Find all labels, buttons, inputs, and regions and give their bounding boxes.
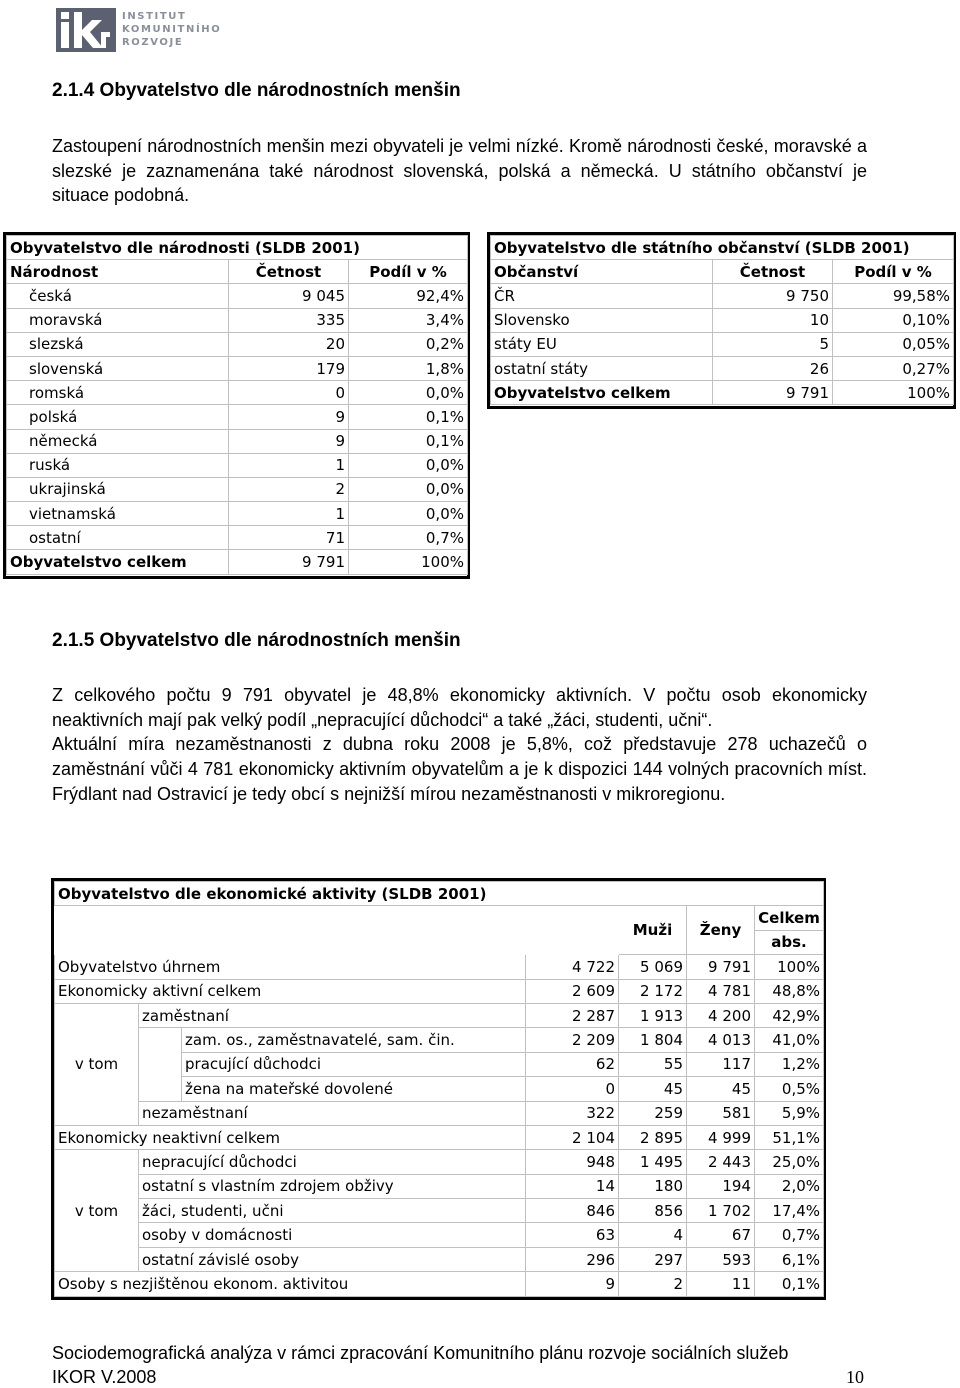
table-row bbox=[55, 1272, 824, 1296]
table-row bbox=[7, 308, 468, 332]
table-row bbox=[7, 405, 468, 429]
value-cell: 1 702 bbox=[687, 1199, 755, 1223]
value-cell: 846 bbox=[526, 1199, 619, 1223]
row-label: státy EU bbox=[491, 332, 713, 356]
value-cell: 14 bbox=[526, 1174, 619, 1198]
row-label: osoby v domácnosti bbox=[139, 1223, 526, 1247]
value-cell: 2 443 bbox=[687, 1150, 755, 1174]
share-cell: 1,8% bbox=[349, 356, 468, 380]
empty-header-cell bbox=[55, 906, 619, 955]
logo-line-3: ROZVOJE bbox=[122, 37, 184, 48]
share-cell: 0,27% bbox=[833, 356, 954, 380]
header-row-1 bbox=[55, 906, 824, 930]
row-label: polská bbox=[7, 405, 229, 429]
count-cell: 26 bbox=[713, 356, 833, 380]
count-cell: 2 bbox=[229, 477, 349, 501]
paragraph-1: Z celkového počtu 9 791 obyvatel je 48,8% ekonomicky aktivních. V počtu osob ekonomicky neaktivních mají pak velký podíl „nepracující důchodci“ a také „žáci, studenti, učni“. bbox=[52, 685, 867, 730]
count-cell: 71 bbox=[229, 526, 349, 550]
header-row bbox=[491, 260, 954, 284]
column-header: Podíl v % bbox=[349, 260, 468, 284]
row-label: ukrajinská bbox=[7, 477, 229, 501]
table-row bbox=[491, 308, 954, 332]
value-cell: 1 495 bbox=[619, 1150, 687, 1174]
value-cell: 9 bbox=[526, 1272, 619, 1296]
table-row bbox=[55, 955, 824, 979]
share-cell: 0,7% bbox=[349, 526, 468, 550]
section-214-text bbox=[52, 134, 867, 208]
share-cell: 0,0% bbox=[349, 381, 468, 405]
value-cell: 6,1% bbox=[755, 1247, 824, 1271]
total-label: Obyvatelstvo celkem bbox=[7, 550, 229, 574]
share-cell: 0,2% bbox=[349, 332, 468, 356]
logo-line-2: KOMUNITNÍHO bbox=[122, 24, 222, 35]
table-row bbox=[491, 356, 954, 380]
row-label: romská bbox=[7, 381, 229, 405]
header-muzi: Muži bbox=[619, 906, 687, 955]
paragraph: Zastoupení národnostních menšin mezi obyvateli je velmi nízké. Kromě národnosti české, moravské a slezské je zaznamenána také národnost slovenská, polská a německá. U státního občanství je situace podobná. bbox=[52, 136, 867, 206]
share-cell: 0,10% bbox=[833, 308, 954, 332]
count-cell: 9 bbox=[229, 429, 349, 453]
table-title: Obyvatelstvo dle ekonomické aktivity (SLDB 2001) bbox=[55, 882, 824, 906]
table-row bbox=[55, 1199, 824, 1223]
value-cell: 5 069 bbox=[619, 955, 687, 979]
row-label: vietnamská bbox=[7, 502, 229, 526]
value-cell: 259 bbox=[619, 1101, 687, 1125]
value-cell: 2 609 bbox=[526, 979, 619, 1003]
total-count: 9 791 bbox=[229, 550, 349, 574]
ikr-logo-icon bbox=[56, 8, 116, 52]
share-cell: 99,58% bbox=[833, 284, 954, 308]
column-header: Četnost bbox=[713, 260, 833, 284]
value-cell: 297 bbox=[619, 1247, 687, 1271]
table-row bbox=[7, 332, 468, 356]
value-cell: 0,7% bbox=[755, 1223, 824, 1247]
table-title: Obyvatelstvo dle národnosti (SLDB 2001) bbox=[7, 236, 468, 260]
row-label: Ekonomicky neaktivní celkem bbox=[55, 1125, 526, 1149]
value-cell: 67 bbox=[687, 1223, 755, 1247]
count-cell: 335 bbox=[229, 308, 349, 332]
table-row bbox=[55, 1125, 824, 1149]
count-cell: 1 bbox=[229, 502, 349, 526]
title-row bbox=[491, 236, 954, 260]
row-label: německá bbox=[7, 429, 229, 453]
footer-line-2: IKOR V.2008 bbox=[52, 1367, 157, 1387]
row-label: Osoby s nezjištěnou ekonom. aktivitou bbox=[55, 1272, 526, 1296]
header-zeny: Ženy bbox=[687, 906, 755, 955]
paragraph-2: Aktuální míra nezaměstnanosti z dubna roku 2008 je 5,8%, což představuje 278 uchazečů o zaměstnání vůči 4 781 ekonomicky aktivním obyvatelům a je k dispozici 144 volných pracovních míst. Frýdlant nad Ostravicí je tedy obcí s nejnižší mírou nezaměstnanosti v mikroregionu. bbox=[52, 734, 867, 804]
value-cell: 1 913 bbox=[619, 1003, 687, 1027]
page-number: 10 bbox=[846, 1367, 864, 1387]
share-cell: 0,1% bbox=[349, 429, 468, 453]
value-cell: 4 200 bbox=[687, 1003, 755, 1027]
value-cell: 25,0% bbox=[755, 1150, 824, 1174]
table-row bbox=[7, 477, 468, 501]
section-heading-215: 2.1.5 Obyvatelstvo dle národnostních menšin bbox=[52, 630, 461, 651]
row-label: ostatní s vlastním zdrojem obživy bbox=[139, 1174, 526, 1198]
value-cell: 296 bbox=[526, 1247, 619, 1271]
total-share: 100% bbox=[349, 550, 468, 574]
value-cell: 11 bbox=[687, 1272, 755, 1296]
table-row bbox=[7, 429, 468, 453]
row-label: zaměstnaní bbox=[139, 1003, 526, 1027]
share-cell: 3,4% bbox=[349, 308, 468, 332]
row-label: slovenská bbox=[7, 356, 229, 380]
value-cell: 41,0% bbox=[755, 1028, 824, 1052]
value-cell: 45 bbox=[687, 1077, 755, 1101]
table-row bbox=[55, 1174, 824, 1198]
share-cell: 0,0% bbox=[349, 477, 468, 501]
total-share: 100% bbox=[833, 381, 954, 405]
table-row bbox=[55, 1101, 824, 1125]
value-cell: 2 104 bbox=[526, 1125, 619, 1149]
value-cell: 48,8% bbox=[755, 979, 824, 1003]
row-label: nezaměstnaní bbox=[139, 1101, 526, 1125]
total-count: 9 791 bbox=[713, 381, 833, 405]
share-cell: 0,0% bbox=[349, 453, 468, 477]
value-cell: 194 bbox=[687, 1174, 755, 1198]
title-row bbox=[7, 236, 468, 260]
value-cell: 2 172 bbox=[619, 979, 687, 1003]
share-cell: 92,4% bbox=[349, 284, 468, 308]
logo-line-1: INSTITUT bbox=[122, 11, 187, 22]
value-cell: 17,4% bbox=[755, 1199, 824, 1223]
value-cell: 2 287 bbox=[526, 1003, 619, 1027]
table-row bbox=[7, 526, 468, 550]
row-label: zam. os., zaměstnavatelé, sam. čin. bbox=[182, 1028, 526, 1052]
value-cell: 9 791 bbox=[687, 955, 755, 979]
column-header: Četnost bbox=[229, 260, 349, 284]
value-cell: 1 804 bbox=[619, 1028, 687, 1052]
value-cell: 1,2% bbox=[755, 1052, 824, 1076]
value-cell: 180 bbox=[619, 1174, 687, 1198]
header-celkem: Celkem bbox=[755, 906, 824, 930]
share-cell: 0,05% bbox=[833, 332, 954, 356]
count-cell: 9 045 bbox=[229, 284, 349, 308]
header-row bbox=[7, 260, 468, 284]
table-row bbox=[55, 1028, 824, 1052]
table-citizenship bbox=[490, 235, 954, 405]
value-cell: 0,1% bbox=[755, 1272, 824, 1296]
count-cell: 1 bbox=[229, 453, 349, 477]
value-cell: 4 999 bbox=[687, 1125, 755, 1149]
value-cell: 581 bbox=[687, 1101, 755, 1125]
row-label: ostatní státy bbox=[491, 356, 713, 380]
row-label: Obyvatelstvo úhrnem bbox=[55, 955, 526, 979]
spacer-cell bbox=[139, 1028, 182, 1101]
table-nationality bbox=[6, 235, 468, 575]
table-row bbox=[55, 979, 824, 1003]
value-cell: 63 bbox=[526, 1223, 619, 1247]
value-cell: 5,9% bbox=[755, 1101, 824, 1125]
table-economic-activity bbox=[54, 881, 824, 1297]
column-header: Národnost bbox=[7, 260, 229, 284]
value-cell: 4 013 bbox=[687, 1028, 755, 1052]
table-row bbox=[7, 381, 468, 405]
value-cell: 51,1% bbox=[755, 1125, 824, 1149]
row-label: žena na mateřské dovolené bbox=[182, 1077, 526, 1101]
row-label: ostatní bbox=[7, 526, 229, 550]
share-cell: 0,1% bbox=[349, 405, 468, 429]
count-cell: 20 bbox=[229, 332, 349, 356]
value-cell: 856 bbox=[619, 1199, 687, 1223]
table-row bbox=[7, 284, 468, 308]
row-label: Slovensko bbox=[491, 308, 713, 332]
section-heading-214: 2.1.4 Obyvatelstvo dle národnostních menšin bbox=[52, 80, 461, 101]
value-cell: 100% bbox=[755, 955, 824, 979]
count-cell: 9 750 bbox=[713, 284, 833, 308]
row-label: ČR bbox=[491, 284, 713, 308]
value-cell: 593 bbox=[687, 1247, 755, 1271]
value-cell: 45 bbox=[619, 1077, 687, 1101]
count-cell: 0 bbox=[229, 381, 349, 405]
value-cell: 2,0% bbox=[755, 1174, 824, 1198]
value-cell: 42,9% bbox=[755, 1003, 824, 1027]
value-cell: 0,5% bbox=[755, 1077, 824, 1101]
count-cell: 10 bbox=[713, 308, 833, 332]
row-label: pracující důchodci bbox=[182, 1052, 526, 1076]
value-cell: 2 895 bbox=[619, 1125, 687, 1149]
value-cell: 4 781 bbox=[687, 979, 755, 1003]
row-label: žáci, studenti, učni bbox=[139, 1199, 526, 1223]
value-cell: 2 bbox=[619, 1272, 687, 1296]
table-row bbox=[7, 356, 468, 380]
value-cell: 0 bbox=[526, 1077, 619, 1101]
value-cell: 948 bbox=[526, 1150, 619, 1174]
total-label: Obyvatelstvo celkem bbox=[491, 381, 713, 405]
table-row bbox=[491, 332, 954, 356]
table-row bbox=[55, 1223, 824, 1247]
count-cell: 179 bbox=[229, 356, 349, 380]
value-cell: 2 209 bbox=[526, 1028, 619, 1052]
table-row bbox=[55, 1003, 824, 1027]
row-label: ostatní závislé osoby bbox=[139, 1247, 526, 1271]
table-row bbox=[55, 1150, 824, 1174]
row-label: nepracující důchodci bbox=[139, 1150, 526, 1174]
value-cell: 62 bbox=[526, 1052, 619, 1076]
table-row bbox=[7, 453, 468, 477]
vtom-label: v tom bbox=[55, 1003, 139, 1125]
table-row bbox=[55, 1247, 824, 1271]
column-header: Občanství bbox=[491, 260, 713, 284]
header-abs: abs. bbox=[755, 930, 824, 954]
total-row bbox=[7, 550, 468, 574]
row-label: česká bbox=[7, 284, 229, 308]
value-cell: 322 bbox=[526, 1101, 619, 1125]
value-cell: 4 bbox=[619, 1223, 687, 1247]
value-cell: 4 722 bbox=[526, 955, 619, 979]
value-cell: 117 bbox=[687, 1052, 755, 1076]
row-label: Ekonomicky aktivní celkem bbox=[55, 979, 526, 1003]
table-title: Obyvatelstvo dle státního občanství (SLDB 2001) bbox=[491, 236, 954, 260]
share-cell: 0,0% bbox=[349, 502, 468, 526]
footer-line-1: Sociodemografická analýza v rámci zpracování Komunitního plánu rozvoje sociálních služeb bbox=[52, 1343, 789, 1363]
count-cell: 5 bbox=[713, 332, 833, 356]
count-cell: 9 bbox=[229, 405, 349, 429]
section-215-text bbox=[52, 683, 867, 807]
row-label: moravská bbox=[7, 308, 229, 332]
row-label: slezská bbox=[7, 332, 229, 356]
table-row bbox=[491, 284, 954, 308]
vtom-label: v tom bbox=[55, 1150, 139, 1272]
value-cell: 55 bbox=[619, 1052, 687, 1076]
column-header: Podíl v % bbox=[833, 260, 954, 284]
total-row bbox=[491, 381, 954, 405]
logo bbox=[56, 6, 231, 52]
table-row bbox=[7, 502, 468, 526]
title-row bbox=[55, 882, 824, 906]
row-label: ruská bbox=[7, 453, 229, 477]
